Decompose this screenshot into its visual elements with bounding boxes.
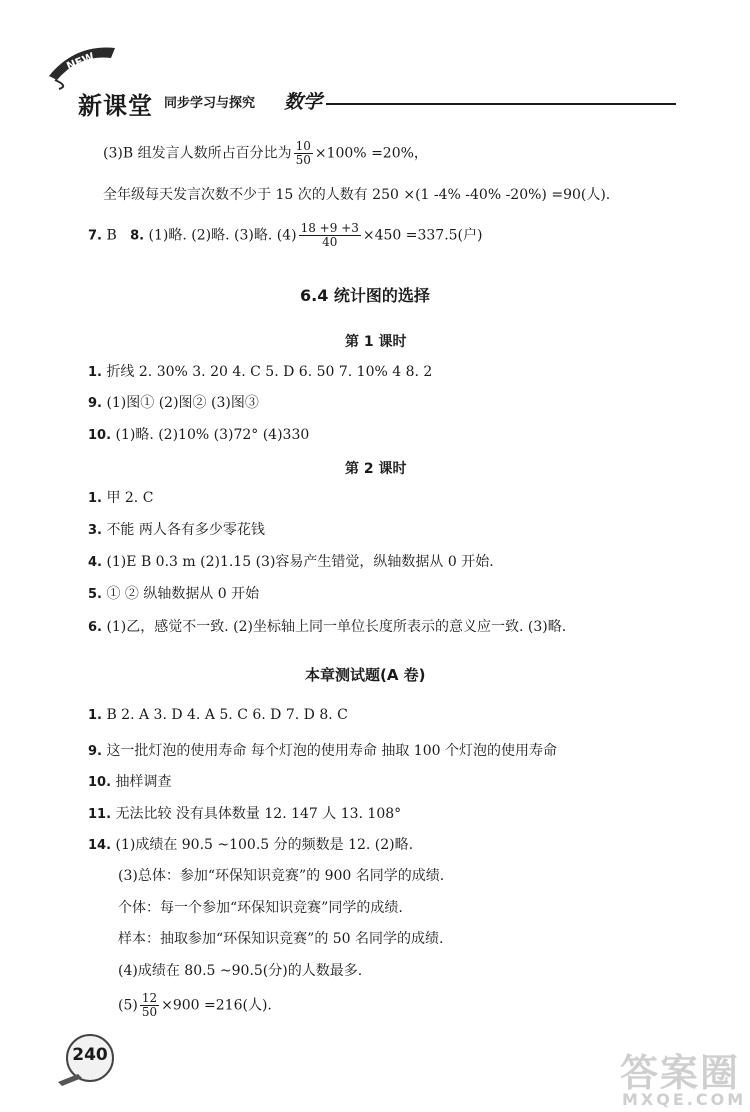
question-number: 4. <box>88 555 102 570</box>
lesson-2-title: 第 2 课时 <box>345 461 407 477</box>
lesson-1-title: 第 1 课时 <box>345 334 407 350</box>
sub-line: 个体：每一个参加“环保知识竞赛”同学的成绩. <box>118 900 403 916</box>
answer-text: (1)略. (2)10% (3)72° (4)330 <box>115 427 310 443</box>
fraction-numerator: 10 <box>295 139 311 153</box>
top-line-3-suffix: ×450 =337.5(户) <box>362 227 483 244</box>
fraction <box>299 222 361 249</box>
answer-row <box>88 519 265 539</box>
question-number: 9. <box>88 396 102 411</box>
answer-row <box>88 361 432 381</box>
fraction-numerator: 12 <box>141 991 158 1005</box>
answer-row <box>88 740 557 760</box>
fraction-denominator: 50 <box>141 1005 158 1019</box>
answer-row <box>88 834 413 854</box>
top-line-1-suffix: ×100% =20%， <box>314 145 428 162</box>
question-number: 3. <box>88 523 102 538</box>
top-line-2: 全年级每天发言次数不少于 15 次的人数有 250 ×(1 -4% -40% -20%) =90(人). <box>103 187 611 203</box>
sub-line: (4)成绩在 80.5 ~90.5(分)的人数最多. <box>118 963 363 979</box>
answer-text: 无法比较 没有具体数量 12. 147 人 13. 108° <box>115 806 402 822</box>
brand-subtitle: 同步学习与探究 <box>164 96 256 111</box>
answer-row <box>88 707 348 723</box>
question-number: 5. <box>88 587 102 602</box>
answer-row <box>88 583 259 603</box>
answer-text: 甲 2. C <box>106 490 154 506</box>
top-line-1-prefix: (3)B 组发言人数所占百分比为 <box>103 145 292 162</box>
answer-text: 抽样调查 <box>115 774 172 790</box>
watermark-top: 答案圈 <box>620 1051 741 1095</box>
fraction <box>140 992 159 1019</box>
question-number: 1. <box>88 708 102 723</box>
top-line-3-prefix: (1)略. (2)略. (3)略. (4) <box>148 227 297 244</box>
fraction <box>294 140 313 167</box>
answer-text: 这一批灯泡的使用寿命 每个灯泡的使用寿命 抽取 100 个灯泡的使用寿命 <box>106 743 557 759</box>
answer-text: 折线 2. 30% 3. 20 4. C 5. D 6. 50 7. 10% 4 8. 2 <box>106 364 433 380</box>
question-number: 8. <box>130 228 145 244</box>
question-number: 1. <box>88 491 102 506</box>
answer-row <box>88 424 309 444</box>
question-number: 7. <box>88 228 102 244</box>
answer-row <box>88 771 171 791</box>
answer: B <box>106 227 117 244</box>
question-number: 9. <box>88 744 102 759</box>
answer-text: B 2. A 3. D 4. A 5. C 6. D 7. D 8. C <box>106 707 348 723</box>
answer-row <box>88 803 401 823</box>
answer-row <box>88 392 259 412</box>
sub-line: 样本：抽取参加“环保知识竞赛”的 50 名同学的成绩. <box>118 931 444 947</box>
question-number: 6. <box>88 620 102 635</box>
answer-row <box>88 487 153 507</box>
answer-text: 不能 两人各有多少零花钱 <box>106 522 265 538</box>
answer-text: (1)成绩在 90.5 ~100.5 分的频数是 12. (2)略. <box>115 837 414 853</box>
question-number: 11. <box>88 807 112 822</box>
question-number: 10. <box>88 775 112 790</box>
last-suffix: ×900 =216(人). <box>161 997 272 1014</box>
answer-text: (1)E B 0.3 m (2)1.15 (3)容易产生错觉，纵轴数据从 0 开始. <box>106 554 494 570</box>
fraction-denominator: 40 <box>322 235 338 249</box>
top-line-1 <box>103 140 428 167</box>
answer-text: (1)图① (2)图② (3)图③ <box>106 395 259 411</box>
answer-row <box>88 616 566 636</box>
question-number: 1. <box>88 365 102 380</box>
page-number: 240 <box>72 1045 108 1065</box>
last-prefix: (5) <box>118 997 138 1014</box>
top-line-3 <box>88 222 482 249</box>
header-rule <box>326 103 676 105</box>
fraction-numerator: 18 +9 +3 <box>300 221 359 235</box>
answer-text: ① ② 纵轴数据从 0 开始 <box>106 586 260 602</box>
question-number: 14. <box>88 838 112 853</box>
answer-row <box>88 551 494 571</box>
watermark-bottom: MXQE.COM <box>622 1090 747 1109</box>
logo-text: NEW <box>64 50 97 73</box>
sub-line: (3)总体：参加“环保知识竞赛”的 900 名同学的成绩. <box>118 868 445 884</box>
test-title: 本章测试题(A 卷) <box>305 666 426 684</box>
section-title: 6.4 统计图的选择 <box>300 286 430 305</box>
pen-icon <box>56 1070 86 1086</box>
fraction-denominator: 50 <box>295 153 311 167</box>
sub-line-last <box>118 992 272 1019</box>
question-number: 10. <box>88 428 112 443</box>
subject-label: 数学 <box>284 91 323 113</box>
answer-text: (1)乙，感觉不一致. (2)坐标轴上同一单位长度所表示的意义应一致. (3)略. <box>106 619 567 635</box>
brand-title: 新课堂 <box>78 92 153 120</box>
